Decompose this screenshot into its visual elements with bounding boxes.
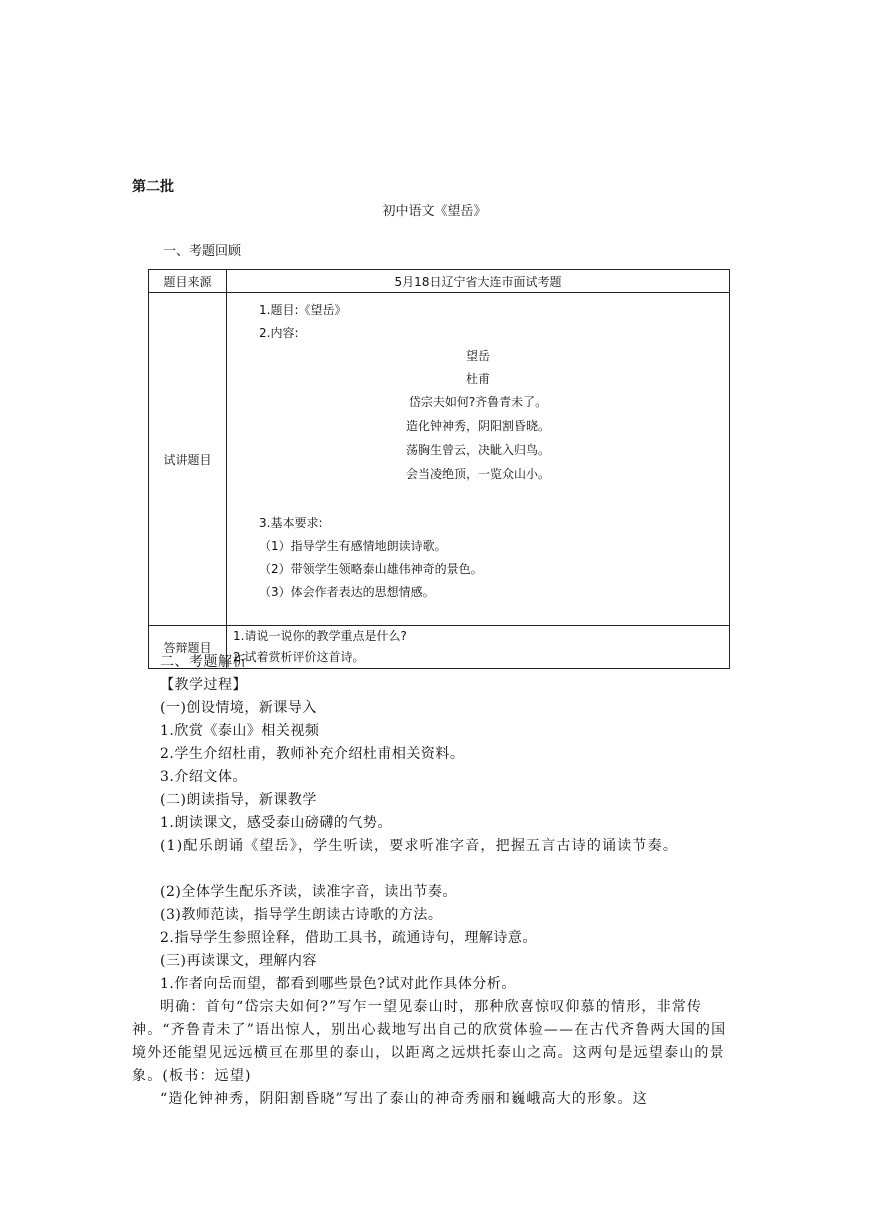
poem-author: 杜甫 xyxy=(465,372,490,386)
table-row-source xyxy=(149,270,730,293)
requirement-item: （3）体会作者表达的思想情感。 xyxy=(259,585,435,599)
poem-title: 望岳 xyxy=(465,349,490,363)
defense-label: 答辩题目 xyxy=(149,626,227,669)
document-title: 初中语文《望岳》 xyxy=(382,204,487,219)
defense-content xyxy=(227,626,730,669)
table-row-lecture xyxy=(149,293,730,626)
body-line: (3)教师范读，指导学生朗读古诗歌的方法。 xyxy=(160,907,443,923)
defense-item: 1.请说一说你的教学重点是什么? xyxy=(233,629,407,643)
body-line: (一)创设情境，新课导入 xyxy=(160,700,317,716)
body-line: (三)再读课文，理解内容 xyxy=(160,953,317,969)
analysis-paragraph: “造化钟神秀，阴阳割昏晓”写出了泰山的神奇秀丽和巍峨高大的形象。这 xyxy=(160,1091,648,1107)
source-label: 题目来源 xyxy=(149,270,227,293)
section-heading-review: 一、考题回顾 xyxy=(163,244,242,259)
body-line: (二)朗读指导，新课教学 xyxy=(160,792,317,808)
poem-line: 造化钟神秀，阴阳割昏晓。 xyxy=(405,419,550,433)
section-heading-analysis: 二、考题解析 xyxy=(160,654,247,670)
requirement-item: （1）指导学生有感情地朗读诗歌。 xyxy=(259,539,447,553)
topic-line: 1.题目:《望岳》 xyxy=(259,303,347,317)
poem-line: 会当凌绝顶，一览众山小。 xyxy=(405,467,550,481)
process-heading: 【教学过程】 xyxy=(160,677,247,693)
body-line: 1.作者向岳而望，都看到哪些景色?试对此作具体分析。 xyxy=(160,976,516,992)
lecture-label: 试讲题目 xyxy=(149,293,227,626)
recite-paragraph: (1)配乐朗诵《望岳》，学生听读，要求听准字音，把握五言古诗的诵读节奏。 xyxy=(160,838,679,854)
batch-label: 第二批 xyxy=(132,179,174,195)
body-line: 3.介绍文体。 xyxy=(160,769,247,785)
content-label: 2.内容: xyxy=(259,326,299,340)
exam-table xyxy=(148,269,730,669)
body-line: 2.指导学生参照诠释，借助工具书，疏通诗句，理解诗意。 xyxy=(160,930,537,946)
body-line: 1.欣赏《泰山》相关视频 xyxy=(160,723,320,739)
poem-line: 荡胸生曾云，决眦入归鸟。 xyxy=(405,443,550,457)
body-line: 1.朗读课文，感受泰山磅礴的气势。 xyxy=(160,815,392,831)
source-value: 5月18日辽宁省大连市面试考题 xyxy=(227,270,730,293)
requirement-item: （2）带领学生领略泰山雄伟神奇的景色。 xyxy=(259,562,483,576)
lecture-content xyxy=(227,293,730,626)
requirements-title: 3.基本要求: xyxy=(259,516,323,530)
body-line: (2)全体学生配乐齐读，读准字音，读出节奏。 xyxy=(160,884,457,900)
clarification-paragraph: 明确：首句“岱宗夫如何?”写乍一望见泰山时，那种欣喜惊叹仰慕的情形，非常传神。“齐鲁青未了”语出惊人，别出心裁地写出自己的欣赏体验——在古代齐鲁两大国的国境外还能望见远远横亘在那里的泰山，以距离之远烘托泰山之高。这两句是远望泰山的景象。(板书：远望) xyxy=(132,999,727,1084)
poem-line: 岱宗夫如何?齐鲁青未了。 xyxy=(408,395,548,409)
defense-item: 2.试着赏析评价这首诗。 xyxy=(233,650,365,664)
body-line: 2.学生介绍杜甫，教师补充介绍杜甫相关资料。 xyxy=(160,746,465,762)
